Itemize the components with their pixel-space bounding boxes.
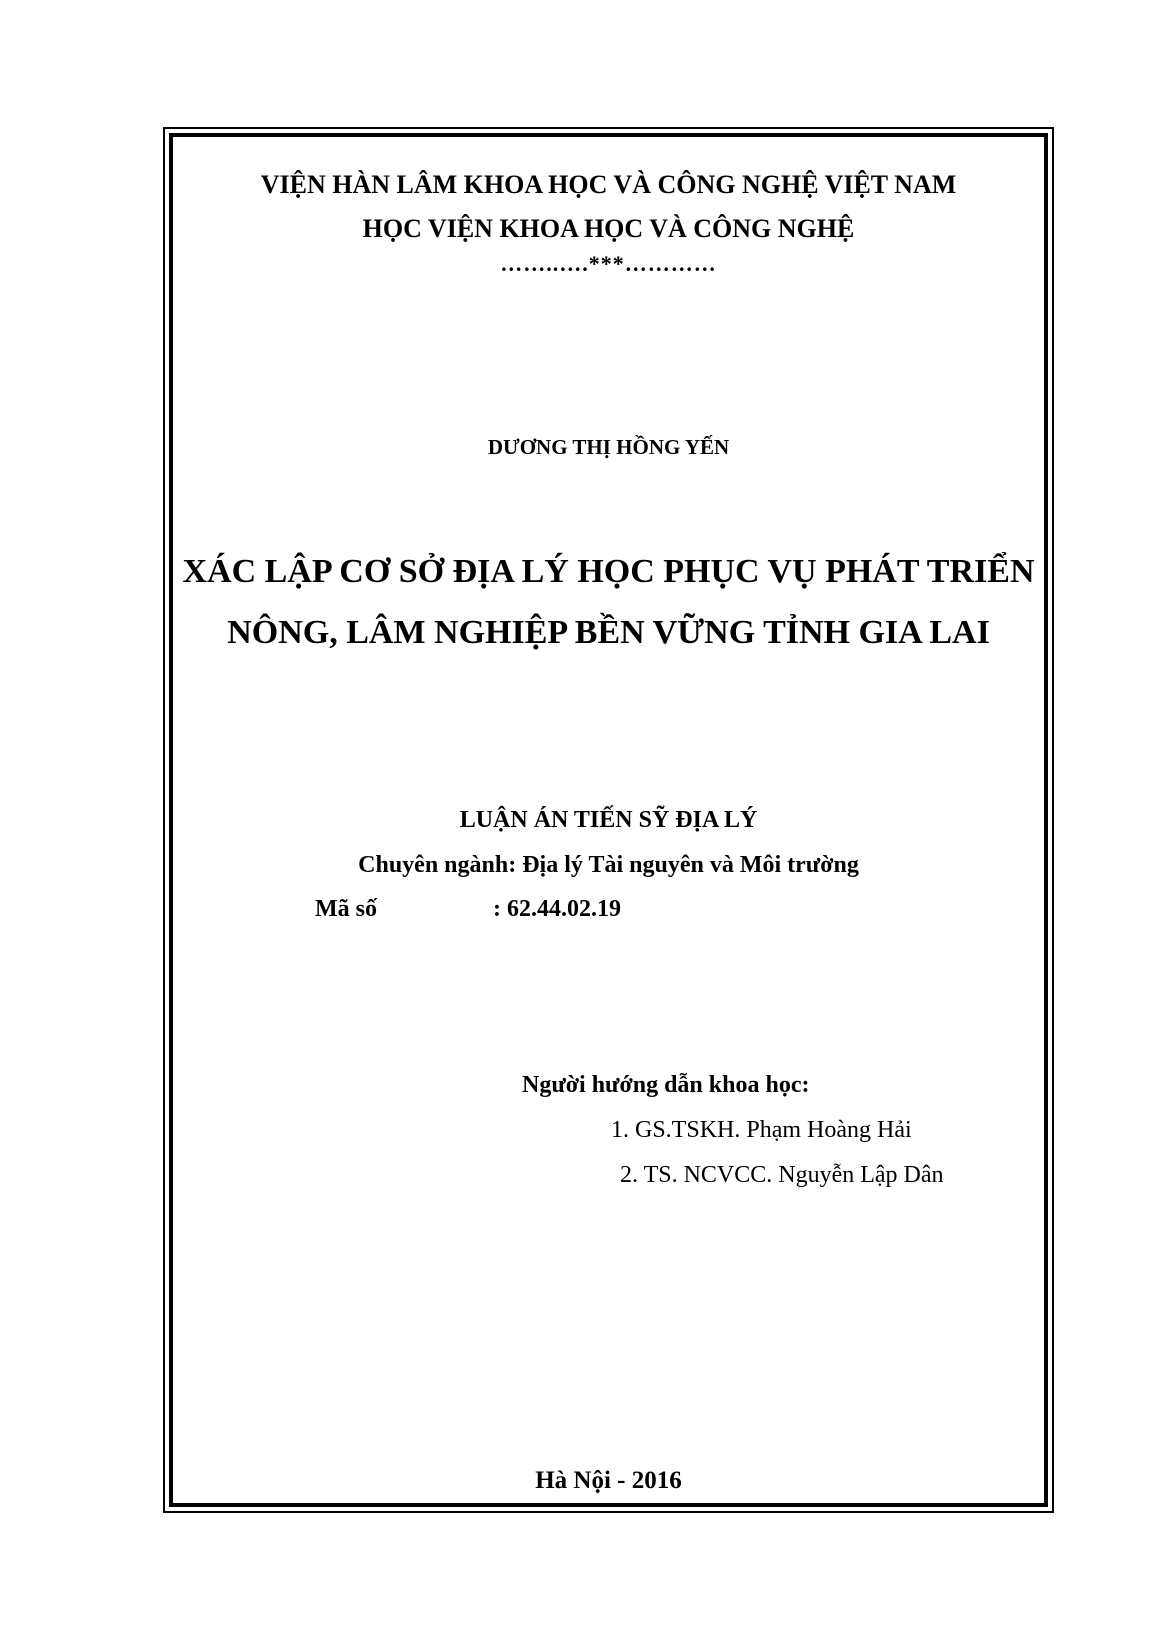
code-label: Mã số (315, 896, 377, 922)
place-and-year: Hà Nội - 2016 (535, 1467, 682, 1494)
advisor-1: 1. GS.TSKH. Phạm Hoàng Hải (611, 1117, 912, 1143)
institution-line-2: HỌC VIỆN KHOA HỌC VÀ CÔNG NGHỆ (362, 214, 855, 243)
institution-line-1: VIỆN HÀN LÂM KHOA HỌC VÀ CÔNG NGHỆ VIỆT NAM (260, 170, 957, 199)
major: Chuyên ngành: Địa lý Tài nguyên và Môi trường (358, 852, 859, 878)
thesis-title-line-1: XÁC LẬP CƠ SỞ ĐỊA LÝ HỌC PHỤC VỤ PHÁT TRIỂN (182, 553, 1035, 590)
advisor-2: 2. TS. NCVCC. Nguyễn Lập Dân (620, 1162, 944, 1188)
advisors-heading: Người hướng dẫn khoa học: (522, 1072, 810, 1098)
thesis-title-line-2: NÔNG, LÂM NGHIỆP BỀN VỮNG TỈNH GIA LAI (227, 614, 990, 651)
degree-type: LUẬN ÁN TIẾN SỸ ĐỊA LÝ (459, 807, 758, 833)
code-value: : 62.44.02.19 (493, 896, 621, 922)
header-separator: ……..….***………… (500, 251, 717, 276)
author-name: DƯƠNG THỊ HỒNG YẾN (487, 435, 730, 459)
